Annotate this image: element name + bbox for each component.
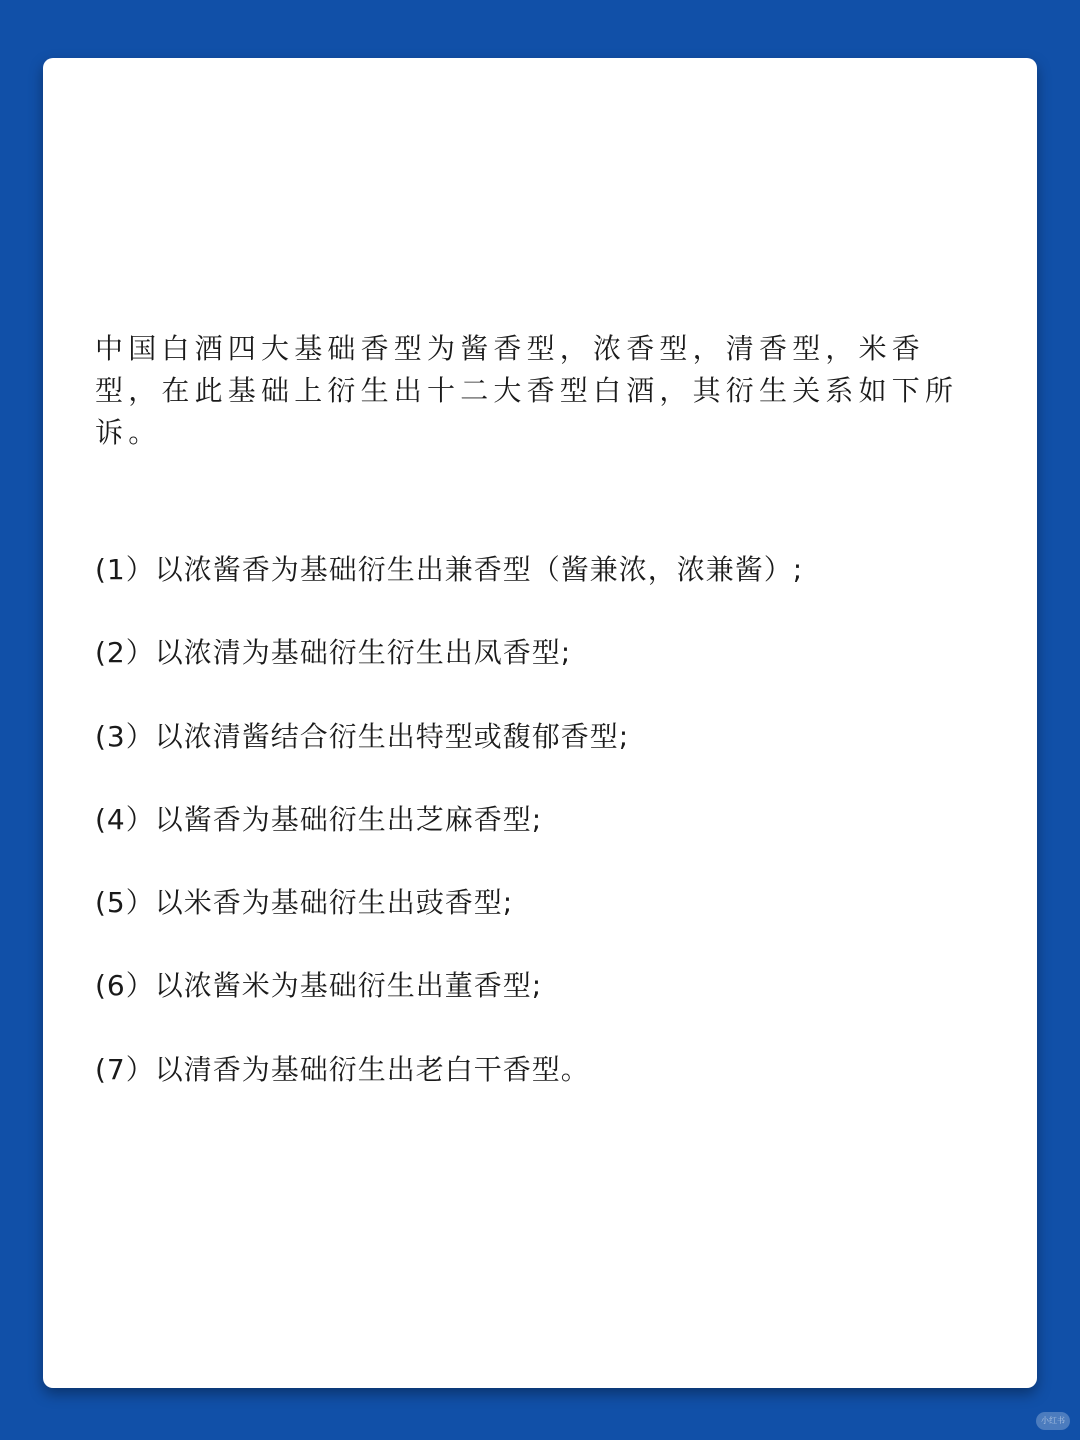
list-item: (3）以浓清酱结合衍生出特型或馥郁香型; [95,719,630,753]
derivation-list [95,549,985,1132]
list-item: (5）以米香为基础衍生出豉香型; [95,886,514,920]
content-card [43,58,1037,1388]
intro-paragraph: 中国白酒四大基础香型为酱香型，浓香型，清香型，米香型，在此基础上衍生出十二大香型白酒，其衍生关系如下所诉。 [95,332,959,449]
list-item: (6）以浓酱米为基础衍生出董香型; [95,969,543,1003]
list-item: (4）以酱香为基础衍生出芝麻香型; [95,802,543,836]
list-item: (7）以清香为基础衍生出老白干香型。 [95,1052,590,1086]
watermark-logo: 小红书 [1036,1412,1070,1430]
list-item: (2）以浓清为基础衍生衍生出凤香型; [95,636,572,670]
list-item: (1）以浓酱香为基础衍生出兼香型（酱兼浓，浓兼酱）; [95,553,804,586]
